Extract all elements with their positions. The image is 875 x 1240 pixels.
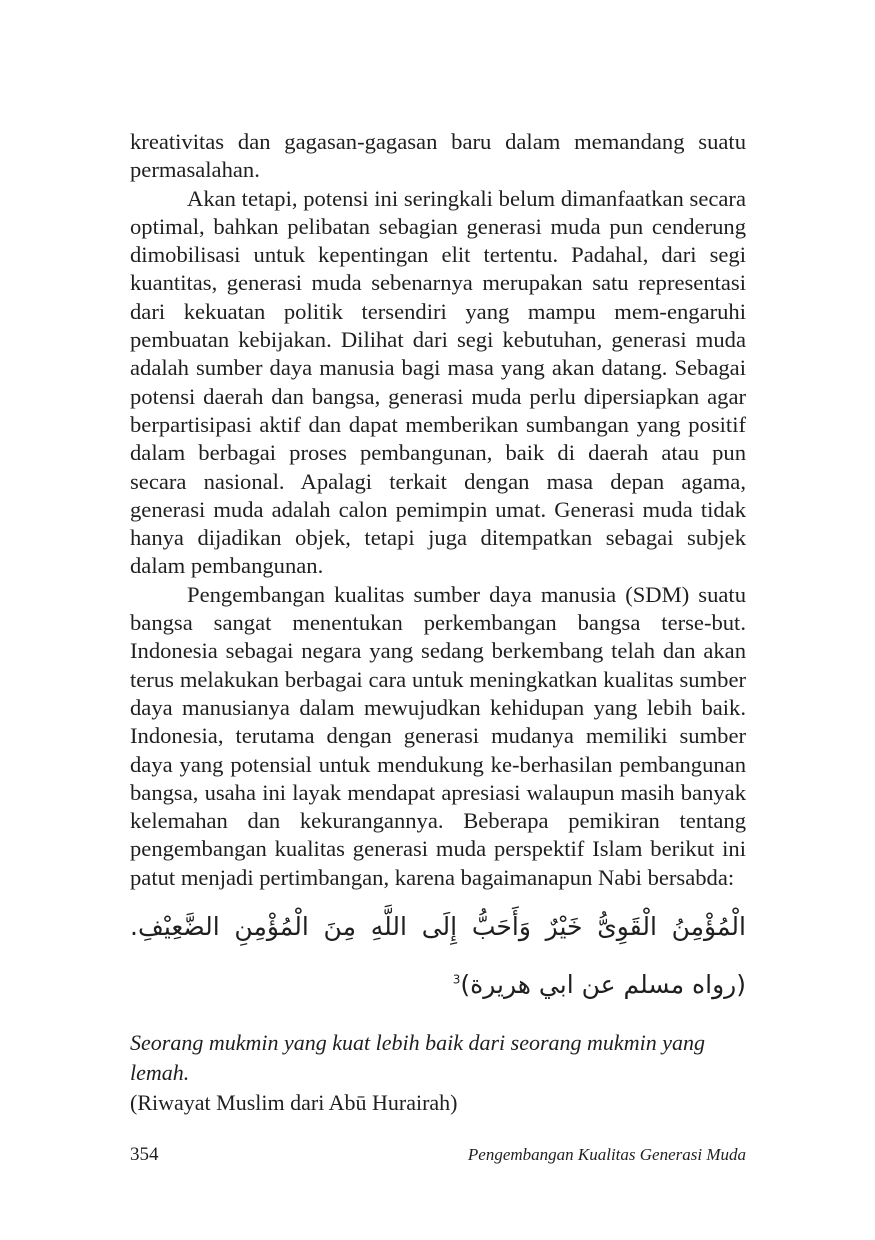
paragraph-continuation: kreativitas dan gagasan-gagasan baru dalam memandang suatu permasalahan. xyxy=(130,129,746,183)
footnote-reference: 3 xyxy=(452,972,461,987)
paragraph-potential: Akan tetapi, potensi ini seringkali belum dimanfaatkan secara optimal, bahkan pelibatan sebagian generasi muda pun cenderung dimobilisasi untuk kepentingan elit tertentu. Padahal, dari segi kuantitas, generasi muda sebenarnya merupakan satu representasi dari kekuatan politik tersendiri yang mampu mem-engaruhi pembuatan kebijakan. Dilihat dari segi kebutuhan, generasi muda adalah sumber daya manusia bagi masa yang akan datang. Sebagai potensi daerah dan bangsa, generasi muda perlu dipersiapkan agar berpartisipasi aktif dan dapat memberikan sumbangan yang positif dalam berbagai proses pembangunan, baik di daerah atau pun secara nasional. Apalagi terkait dengan masa depan agama, generasi muda adalah calon pemimpin umat. Generasi muda tidak hanya dijadikan objek, tetapi juga ditempatkan sebagai subjek dalam pembangunan. xyxy=(130,185,746,579)
translation-text: Seorang mukmin yang kuat lebih baik dari seorang mukmin yang lemah. xyxy=(130,1030,705,1086)
page-number: 354 xyxy=(130,1144,159,1165)
page-footer xyxy=(130,1140,746,1170)
hadith-arabic xyxy=(130,898,746,1014)
page-body xyxy=(130,128,746,1118)
hadith-translation xyxy=(130,1028,746,1118)
translation-source: (Riwayat Muslim dari Abū Hurairah) xyxy=(130,1090,458,1116)
hadith-arabic-text: الْمُؤْمِنُ الْقَوِىُّ خَيْرٌ وَأَحَبُّ إِلَى اللَّهِ مِنَ الْمُؤْمِنِ الضَّعِيْفِ. (رواه مسلم عن ابي هريرة) xyxy=(130,912,746,1000)
running-title: Pengembangan Kualitas Generasi Muda xyxy=(467,1145,746,1164)
paragraph-hr-development: Pengembangan kualitas sumber daya manusia (SDM) suatu bangsa sangat menentukan perkembangan bangsa terse-but. Indonesia sebagai negara yang sedang berkembang telah dan akan terus melakukan berbagai cara untuk meningkatkan kualitas sumber daya manusianya dalam mewujudkan kehidupan yang lebih baik. Indonesia, terutama dengan generasi mudanya memiliki sumber daya yang potensial untuk mendukung ke-berhasilan pembangunan bangsa, usaha ini layak mendapat apresiasi walaupun masih banyak kelemahan dan kekurangannya. Beberapa pemikiran tentang pengembangan kualitas generasi muda perspektif Islam berikut ini patut menjadi pertimbangan, karena bagaimanapun Nabi bersabda: xyxy=(130,581,746,890)
